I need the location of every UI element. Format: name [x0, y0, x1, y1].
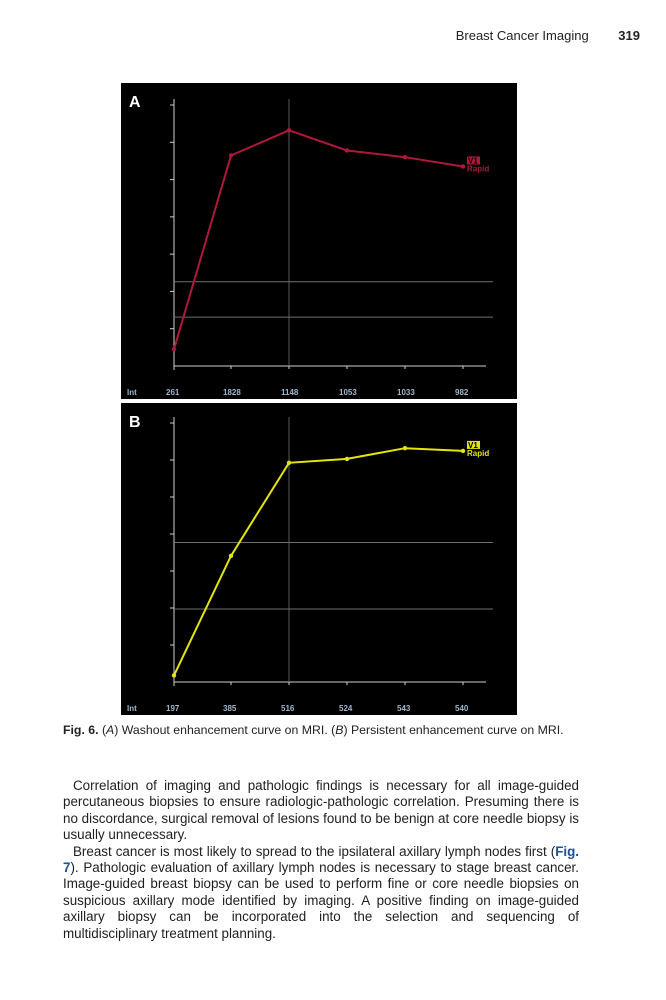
- chart-a-data-point: [229, 153, 233, 157]
- chart-b-data-point: [461, 449, 465, 453]
- chart-a-row-value: 982: [455, 388, 469, 397]
- running-head: [456, 28, 640, 43]
- chart-b-data-point: [287, 461, 291, 465]
- chart-a-row-value: 1148: [281, 388, 299, 397]
- paragraph-1: Correlation of imaging and pathologic findings is necessary for all image-guided percutaneous biopsies to ensure radiologic-pathologic correlation. Presuming there is no discordance, surgical removal of lesions found to be benign at core needle biopsy is usually unnecessary.: [63, 778, 579, 843]
- chart-b-data-point: [403, 446, 407, 450]
- chart-b-series-tag-text: V1: [468, 440, 478, 450]
- chart-b-curve-label: Rapid: [467, 448, 490, 458]
- caption-a-text: Washout enhancement curve on MRI. (: [118, 723, 336, 737]
- chart-b-row-value: 543: [397, 704, 411, 713]
- paragraph-2-end: ). Pathologic evaluation of axillary lymph nodes is necessary to stage breast cancer. Image-guided breast biopsy can be used to perform fine or core needle biopsies on suspicious axillary mode identified by imaging. A positive finding on image-guided axillary biopsy can be incorporated into the selection and sequencing of multidisciplinary treatment planning.: [63, 860, 579, 941]
- chart-a-panel-label: A: [129, 94, 141, 111]
- chart-a-row-label: Int: [127, 388, 137, 397]
- persistent-curve-chart: [121, 403, 517, 715]
- chart-b-series-line: [174, 448, 463, 675]
- paragraph-2-start: Breast cancer is most likely to spread to the ipsilateral axillary lymph nodes first (: [73, 843, 556, 859]
- chart-a-row-value: 261: [166, 388, 180, 397]
- chart-b-data-point: [229, 554, 233, 558]
- washout-curve-chart: [121, 83, 517, 399]
- paragraph-2: [63, 844, 579, 942]
- figure-panel-a: [121, 83, 517, 399]
- chart-a-data-point: [403, 155, 407, 159]
- chart-a-data-point: [287, 128, 291, 132]
- chart-b-row-value: 385: [223, 704, 237, 713]
- caption-a-label: A: [106, 723, 115, 737]
- figure-label: Fig. 6.: [63, 723, 99, 737]
- chart-a-data-point: [345, 148, 349, 152]
- caption-b-text: Persistent enhancement curve on MRI.: [347, 723, 564, 737]
- figure-7-link[interactable]: Fig. 7: [63, 843, 579, 876]
- chart-a-curve-label: Rapid: [467, 164, 490, 174]
- chart-a-data-point: [461, 164, 465, 168]
- figure-caption: Fig. 6. (A) Washout enhancement curve on MRI. (B) Persistent enhancement curve on MRI.: [63, 723, 564, 737]
- chart-a-row-value: 1828: [223, 388, 241, 397]
- running-head-title: Breast Cancer Imaging: [455, 28, 589, 43]
- chart-b-row-label: Int: [127, 704, 137, 713]
- chart-a-data-point: [172, 347, 176, 351]
- body-text: [63, 778, 579, 942]
- chart-b-row-value: 540: [455, 704, 469, 713]
- chart-b-row-value: 197: [166, 704, 180, 713]
- chart-b-data-point: [172, 673, 176, 677]
- caption-b-label: B: [335, 723, 344, 737]
- chart-a-row-value: 1053: [339, 388, 357, 397]
- chart-b-data-point: [345, 457, 349, 461]
- chart-b-row-value: 516: [281, 704, 295, 713]
- chart-a-series-line: [174, 130, 463, 349]
- chart-b-panel-label: B: [129, 414, 141, 431]
- figure-panel-b: [121, 403, 517, 715]
- chart-a-series-tag-text: V1: [468, 156, 478, 166]
- page-number: 319: [618, 28, 640, 43]
- chart-b-row-value: 524: [339, 704, 353, 713]
- chart-a-row-value: 1033: [397, 388, 415, 397]
